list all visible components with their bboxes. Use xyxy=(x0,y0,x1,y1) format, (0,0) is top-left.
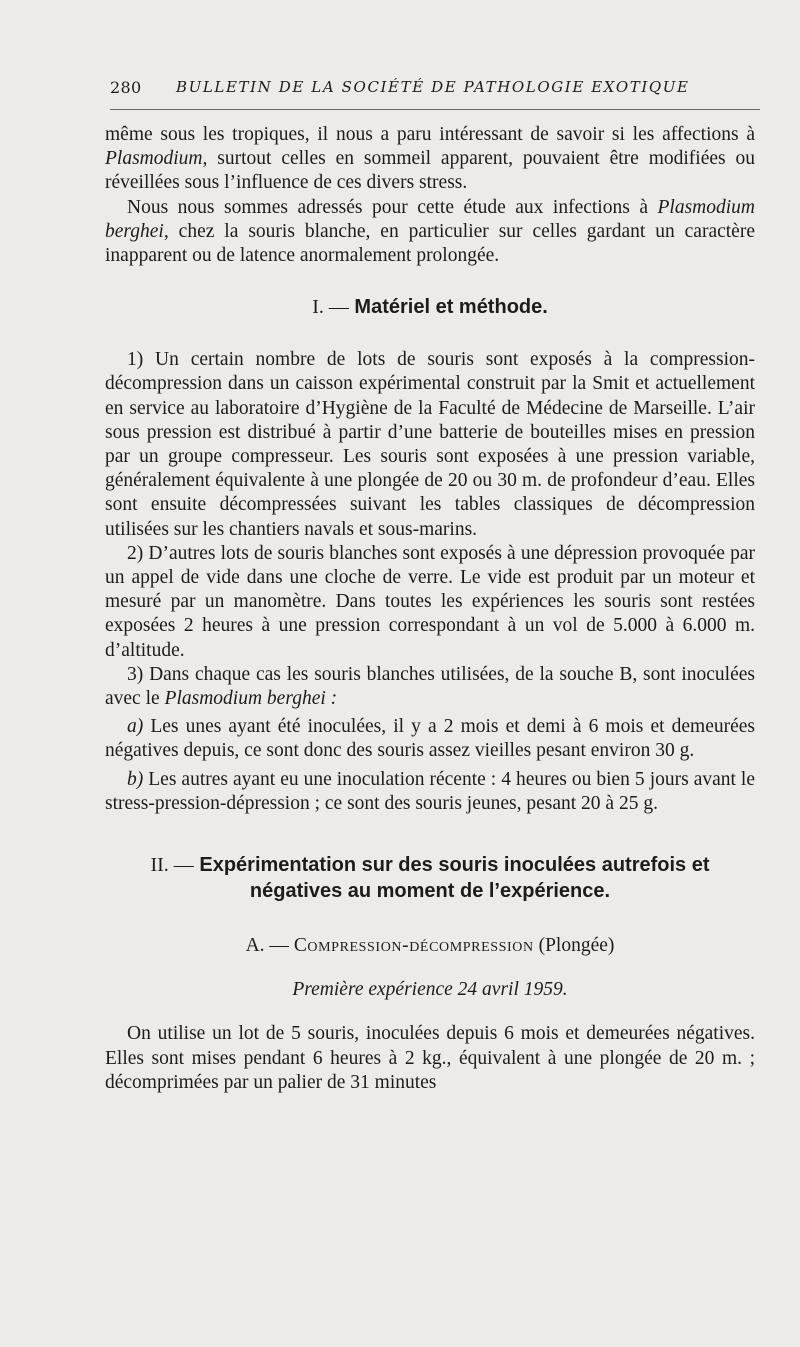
subsection-a-heading: A. — Compression-décompression (Plongée) xyxy=(245,935,615,957)
method-item-3: 3) Dans chaque cas les souris blanches utilisées, de la souche B, sont inoculées avec le Plasmodium berghei : xyxy=(105,663,755,710)
article-body xyxy=(105,123,755,1095)
section-2-heading: II. — Expérimentation sur des souris inoculées autrefois et négatives au moment de l’expérience. xyxy=(150,854,710,903)
method-item-2: 2) D’autres lots de souris blanches sont exposés à une dépression provoquée par un appel de vide dans une cloche de verre. Le vide est produit par un moteur et mesuré par un manomètre. Dans toutes les expériences les souris sont restées exposées 2 heures à une pression correspondant à un vol de 5.000 à 6.000 m. d’altitude. xyxy=(105,542,755,661)
journal-title: BULLETIN DE LA SOCIÉTÉ DE PATHOLOGIE EXOTIQUE xyxy=(176,78,690,96)
intro-paragraph-1: même sous les tropiques, il nous a paru intéressant de savoir si les affections à Plasmodium, surtout celles en sommeil apparent, pouvaient être modifiées ou réveillées sous l’influence de ces divers stress. xyxy=(105,124,755,194)
header-rule xyxy=(110,109,760,110)
experiment-1-title: Première expérience 24 avril 1959. xyxy=(292,979,568,1001)
method-item-1: 1) Un certain nombre de lots de souris sont exposés à la compression-décompression dans un caisson expérimental construit par la Smit et actuellement en service au laboratoire d’Hygiène de la Faculté de Médecine de Marseille. L’air sous pression est distribué à partir d’une batterie de bouteilles mises en pression par un groupe compresseur. Les souris sont exposées à une pression variable, généralement équivalente à une plongée de 20 ou 30 m. de profondeur d’eau. Elles sont ensuite décompressées suivant les tables classiques de décompression utilisées sur les chantiers navals et sous-marins. xyxy=(105,349,755,540)
page-number: 280 xyxy=(110,78,142,97)
intro-paragraph-2: Nous nous sommes adressés pour cette étude aux infections à Plasmodium berghei, chez la souris blanche, en particulier sur celles gardant un caractère inapparent ou de latence anormalement prolongée. xyxy=(105,196,755,267)
method-item-b: b) Les autres ayant eu une inoculation récente : 4 heures ou bien 5 jours avant le stress-pression-dépression ; ce sont des souris jeunes, pesant 20 à 25 g. xyxy=(105,768,755,814)
experiment-1-text: On utilise un lot de 5 souris, inoculées depuis 6 mois et demeurées négatives. Elles sont mises pendant 6 heures à 2 kg., équivalent à une plongée de 20 m. ; décomprimées par un palier de 31 minutes xyxy=(105,1023,755,1093)
method-item-a: a) Les unes ayant été inoculées, il y a 2 mois et demi à 6 mois et demeurées négatives depuis, ce sont donc des souris assez vieilles pesant environ 30 g. xyxy=(105,716,755,762)
section-1-heading: I. — Matériel et méthode. xyxy=(312,296,548,319)
